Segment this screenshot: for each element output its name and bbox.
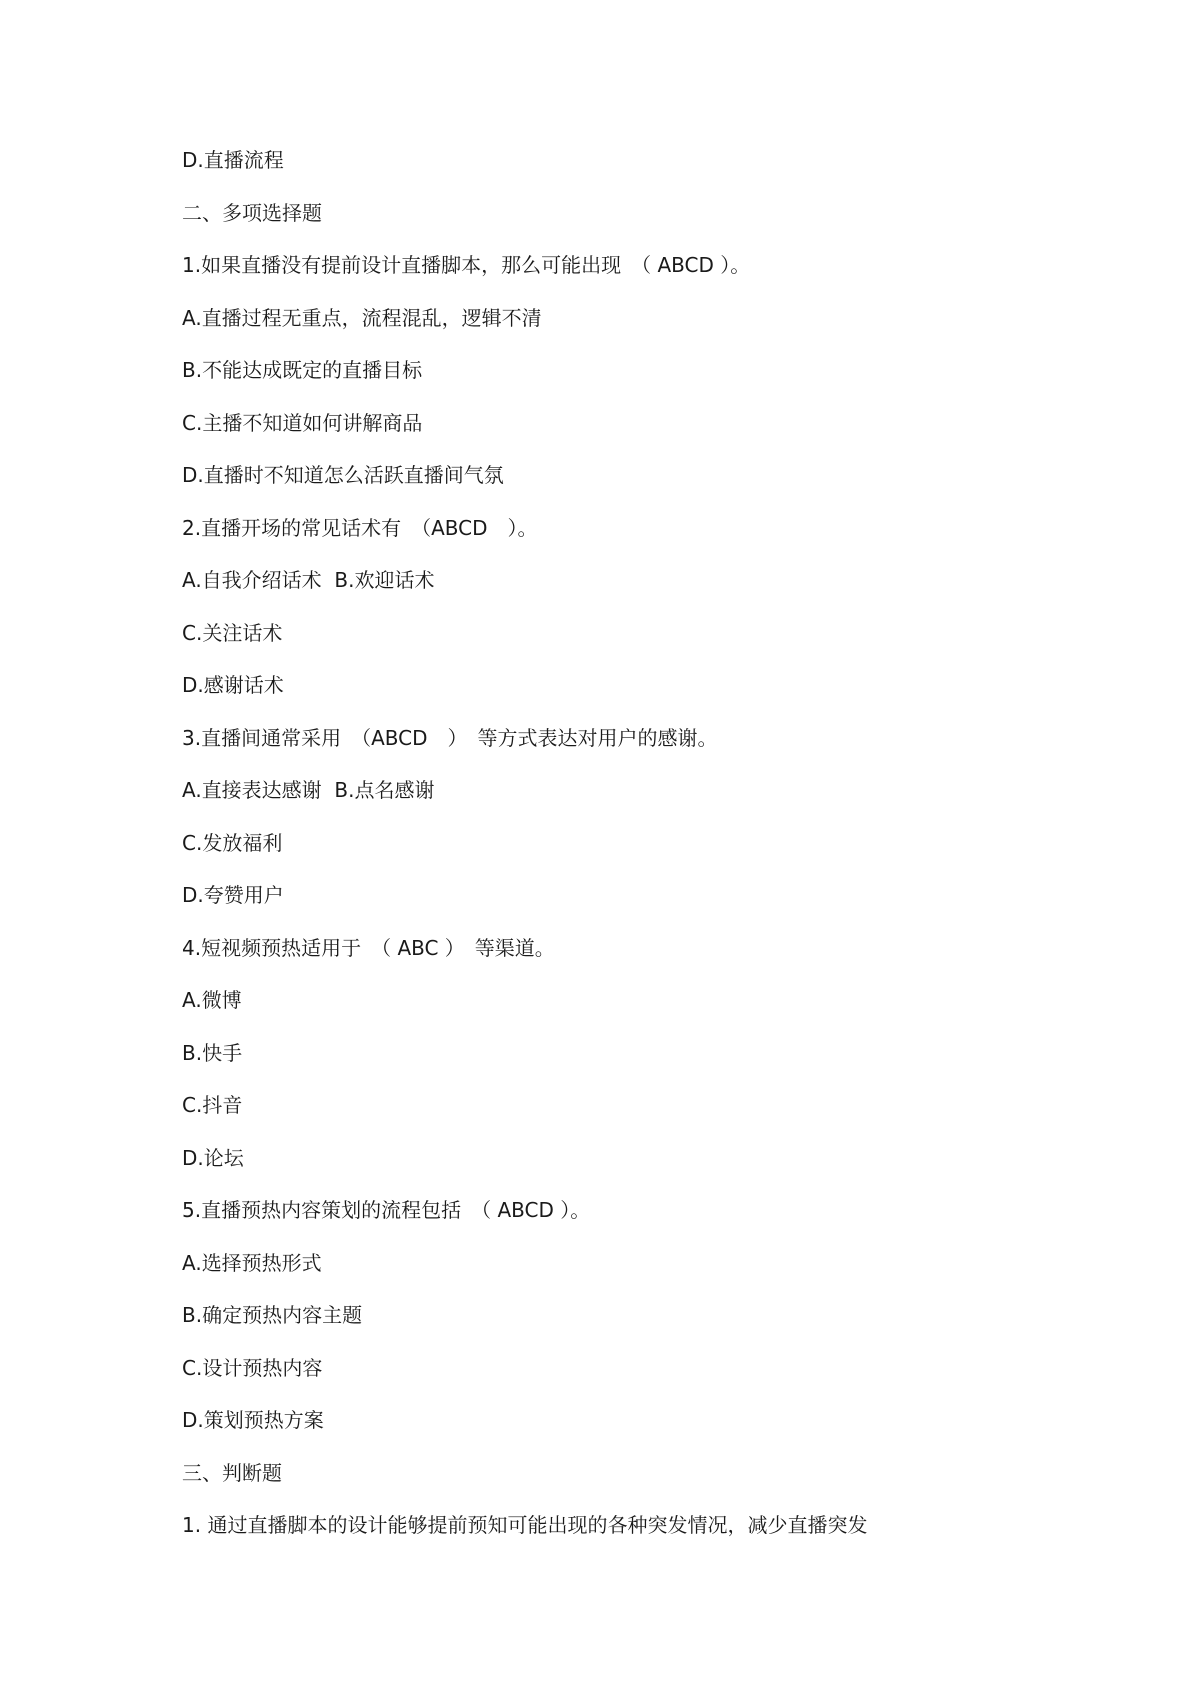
option-line: D.论坛	[182, 1145, 244, 1170]
option-line: D.夸赞用户	[182, 883, 284, 907]
option-line: C.主播不知道如何讲解商品	[182, 410, 423, 435]
option-line: A.自我介绍话术 B.欢迎话术	[182, 568, 435, 592]
question-line: 1. 通过直播脚本的设计能够提前预知可能出现的各种突发情况，减少直播突发	[182, 1513, 868, 1537]
option-line: C.发放福利	[182, 830, 283, 855]
question-line: 3.直播间通常采用 （ABCD ） 等方式表达对用户的感谢。	[182, 725, 718, 750]
question-line: 4.短视频预热适用于 （ ABC ） 等渠道。	[182, 935, 555, 960]
document-body	[182, 145, 1062, 1563]
section-heading: 三、判断题	[182, 1460, 282, 1485]
option-line: A.微博	[182, 988, 242, 1012]
section-heading: 二、多项选择题	[182, 200, 322, 225]
option-line: D.策划预热方案	[182, 1408, 324, 1432]
option-line: D.直播流程	[182, 148, 284, 172]
option-line: C.设计预热内容	[182, 1355, 323, 1380]
question-line: 5.直播预热内容策划的流程包括 （ ABCD ）。	[182, 1198, 591, 1222]
option-line: B.确定预热内容主题	[182, 1303, 363, 1327]
option-line: B.不能达成既定的直播目标	[182, 358, 423, 382]
option-line: A.直播过程无重点，流程混乱，逻辑不清	[182, 305, 542, 330]
option-line: A.选择预热形式	[182, 1250, 322, 1275]
option-line: B.快手	[182, 1040, 243, 1065]
option-line: A.直接表达感谢 B.点名感谢	[182, 778, 435, 802]
option-line: C.抖音	[182, 1093, 243, 1117]
option-line: D.直播时不知道怎么活跃直播间气氛	[182, 463, 504, 487]
option-line: D.感谢话术	[182, 673, 284, 697]
option-line: C.关注话术	[182, 620, 283, 645]
question-line: 1.如果直播没有提前设计直播脚本，那么可能出现 （ ABCD ）。	[182, 253, 751, 277]
question-line: 2.直播开场的常见话术有 （ABCD ）。	[182, 515, 538, 540]
